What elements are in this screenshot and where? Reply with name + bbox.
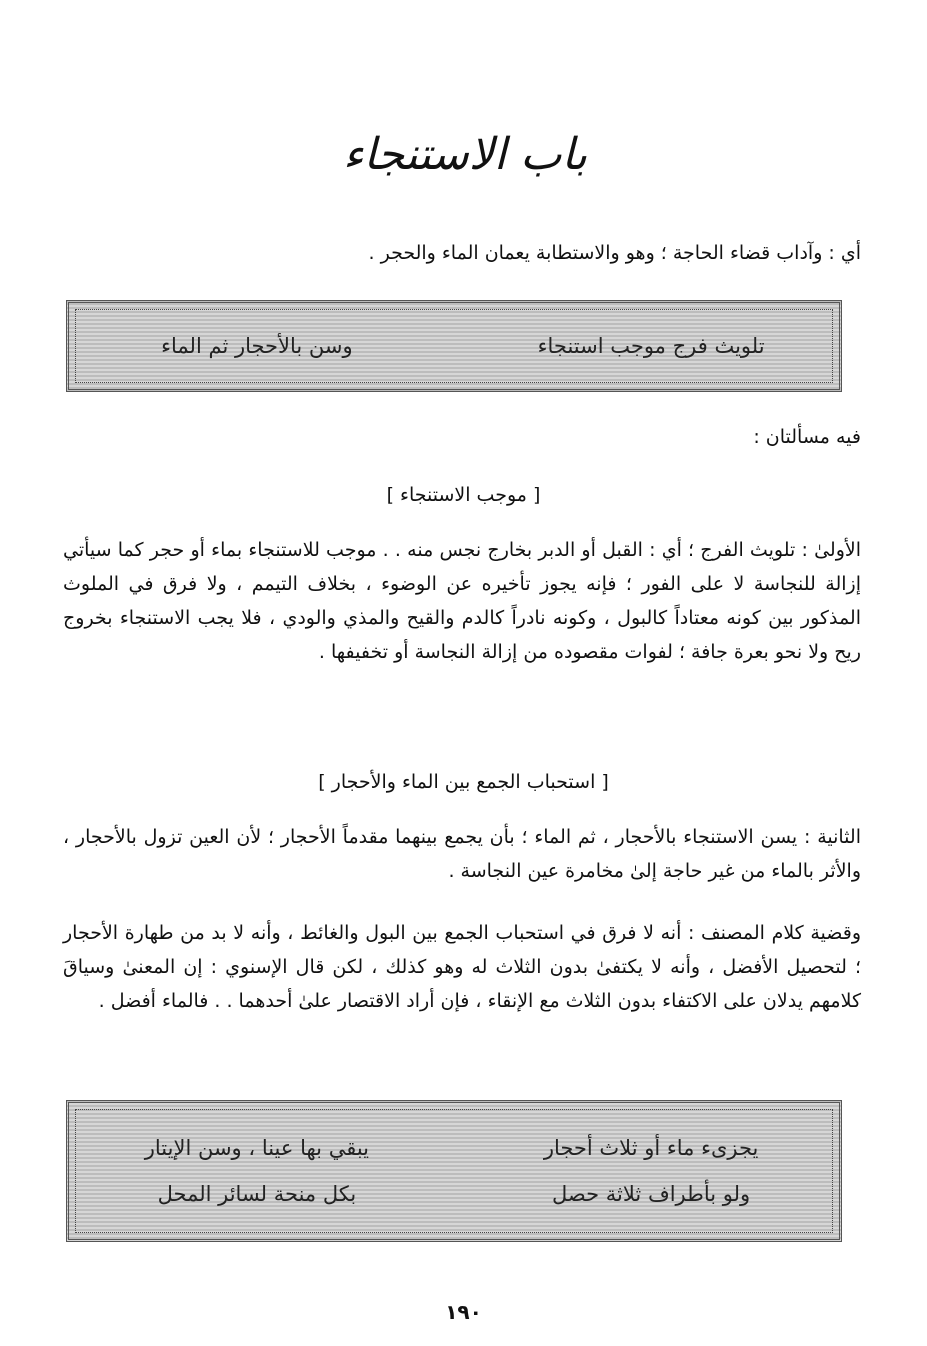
page-number: ١٩٠: [445, 1300, 482, 1324]
verse-box-2: [66, 1100, 842, 1242]
chapter-title: باب الاستنجاء: [342, 129, 588, 180]
verse-line: [89, 1179, 819, 1209]
verse-hemistich-left: بكل منحة لسائر المحل: [157, 1182, 357, 1206]
verse-hemistich-right: تلويث فرج موجب استنجاء: [537, 334, 765, 358]
paragraph-1: الأولىٰ : تلويث الفرج ؛ أي : القبل أو الدبر بخارج نجس منه . . موجب للاستنجاء بماء أو حجر كما سيأتي إزالة للنجاسة لا على الفور ؛ فإنه يجوز تأخيره عن الوضوء ، بخلاف التيمم ، ولا فرق في الملوث المذكور بين كونه معتاداً كالبول ، وكونه نادراً كالدم والقيح والمذي والودي ، فلا يجب الاستنجاء بخروج ريح ولا نحو بعرة جافة ؛ لفوات مقصوده من إزالة النجاسة أو تخفيفها .: [63, 539, 861, 663]
paragraph-3: وقضية كلام المصنف : أنه لا فرق في استحباب الجمع بين البول والغائط ، وأنه لا بد من طهارة الأحجار ؛ لتحصيل الأفضل ، وأنه لا يكتفىٰ بدون الثلاث له وهو كذلك ، لكن قال الإسنوي : إن المعنىٰ وسياقَ كلامهم يدلان على الاكتفاء بدون الثلاث مع الإنقاء ، فإن أراد الاقتصار علىٰ أحدهما . . فالماء أفضل .: [63, 922, 861, 1012]
verse-line: [89, 1133, 819, 1163]
verse-hemistich-right: ولو بأطراف ثلاثة حصل: [552, 1182, 751, 1206]
verse-box-1: [66, 300, 842, 392]
verse-line: [89, 331, 819, 361]
verse-hemistich-right: يجزىء ماء أو ثلاث أحجار: [543, 1136, 759, 1160]
section-heading-1: [ موجب الاستنجاء ]: [386, 484, 541, 506]
issues-line: فيه مسألتان :: [753, 426, 861, 448]
paragraph-2: الثانية : يسن الاستنجاء بالأحجار ، ثم الماء ؛ بأن يجمع بينهما مقدماً الأحجار ؛ لأن العين تزول بالأحجار ، والأثر بالماء من غير حاجة إلىٰ مخامرة عين النجاسة .: [63, 826, 861, 882]
intro-paragraph: أي : وآداب قضاء الحاجة ؛ وهو والاستطابة يعمان الماء والحجر .: [368, 242, 861, 264]
section-heading-2: [ استحباب الجمع بين الماء والأحجار ]: [318, 771, 609, 793]
verse-hemistich-left: يبقي بها عينا ، وسن الإيتار: [144, 1136, 370, 1160]
verse-hemistich-left: وسن بالأحجار ثم الماء: [161, 334, 353, 358]
